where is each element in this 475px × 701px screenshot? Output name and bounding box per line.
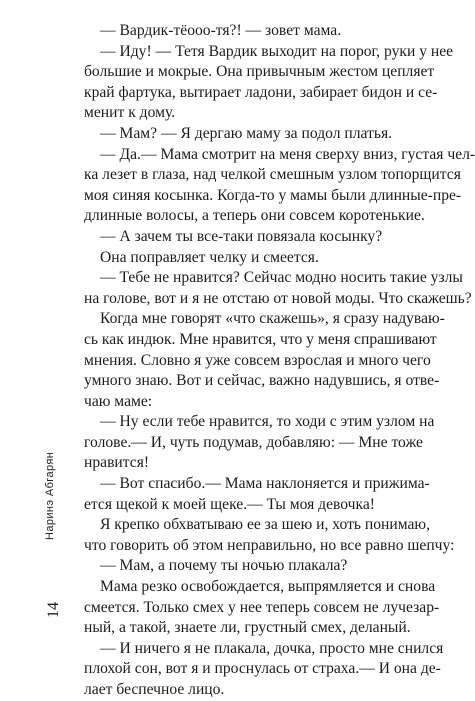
- text-line: — Мам? — Я дергаю маму за подол платья.: [100, 124, 393, 142]
- running-head-author: Наринэ Абгарян: [44, 451, 56, 540]
- text-line: что говорить об этом неправильно, но все равно шепчу:: [84, 536, 455, 554]
- text-line: сь как индюк. Мне нравится, что у меня спрашивают: [84, 330, 437, 348]
- text-line: смеется. Только смех у нее теперь совсем не лучезар-: [84, 598, 440, 616]
- text-line: длинные волосы, а теперь они совсем коротенькие.: [84, 207, 425, 225]
- text-line: — Ну если тебе нравится, то ходи с этим узлом на: [100, 413, 435, 431]
- text-line: чаю маме:: [84, 392, 153, 410]
- text-line: менит к дому.: [84, 104, 176, 122]
- text-line: — Тебе не нравится? Сейчас модно носить такие узлы: [100, 269, 463, 287]
- text-line: голове.— И, чуть подумав, добавляю: — Мне тоже: [84, 433, 423, 451]
- text-line: — Вот спасибо.— Мама наклоняется и прижима-: [100, 475, 430, 493]
- text-line: Я крепко обхватываю ее за шею и, хоть понимаю,: [100, 516, 430, 534]
- text-line: — Мам, а почему ты ночью плакала?: [100, 557, 348, 575]
- text-line: на голове, вот и я не отстаю от новой моды. Что скажешь?: [84, 289, 472, 307]
- text-line: — Иду! — Тетя Вардик выходит на порог, руки у нее: [100, 42, 454, 60]
- page-number: 14: [45, 602, 62, 618]
- text-line: край фартука, вытирает ладони, забирает бидон и се-: [84, 83, 438, 101]
- text-line: — А зачем ты все-таки повязала косынку?: [100, 227, 383, 245]
- text-line: моя синяя косынка. Когда-то у мамы были длинные-пре-: [84, 186, 462, 204]
- text-line: мнения. Словно я уже совсем взрослая и много чего: [84, 351, 431, 369]
- text-line: — Да.— Мама смотрит на меня сверху вниз, густая чел-: [100, 145, 475, 163]
- text-line: Когда мне говорят «что скажешь», я сразу надуваю-: [100, 310, 445, 328]
- text-line: ется щекой к моей щеке.— Ты моя девочка!: [84, 495, 375, 513]
- text-line: плохой сон, вот я и проснулась от страха.— И она де-: [84, 660, 441, 678]
- text-line: ка лезет в глаза, над челкой смешным узлом топорщится: [84, 166, 461, 184]
- text-line: Мама резко освобождается, выпрямляется и снова: [100, 578, 436, 596]
- text-line: нравится!: [84, 454, 150, 472]
- text-line: Она поправляет челку и смеется.: [100, 248, 319, 266]
- text-line: — И ничего я не плакала, дочка, просто мне снился: [100, 639, 444, 657]
- text-line: — Вардик-тёооо-тя?! — зовет мама.: [100, 22, 342, 39]
- text-line: ный, а такой, знаете ли, грустный смех, деланый.: [84, 619, 411, 637]
- body-text: [84, 21, 475, 701]
- text-line: большие и мокрые. Она привычным жестом цепляет: [84, 63, 435, 81]
- text-line: лает беспечное лицо.: [84, 681, 225, 698]
- text-line: умного знаю. Вот и сейчас, важно надувшись, я отве-: [84, 372, 440, 390]
